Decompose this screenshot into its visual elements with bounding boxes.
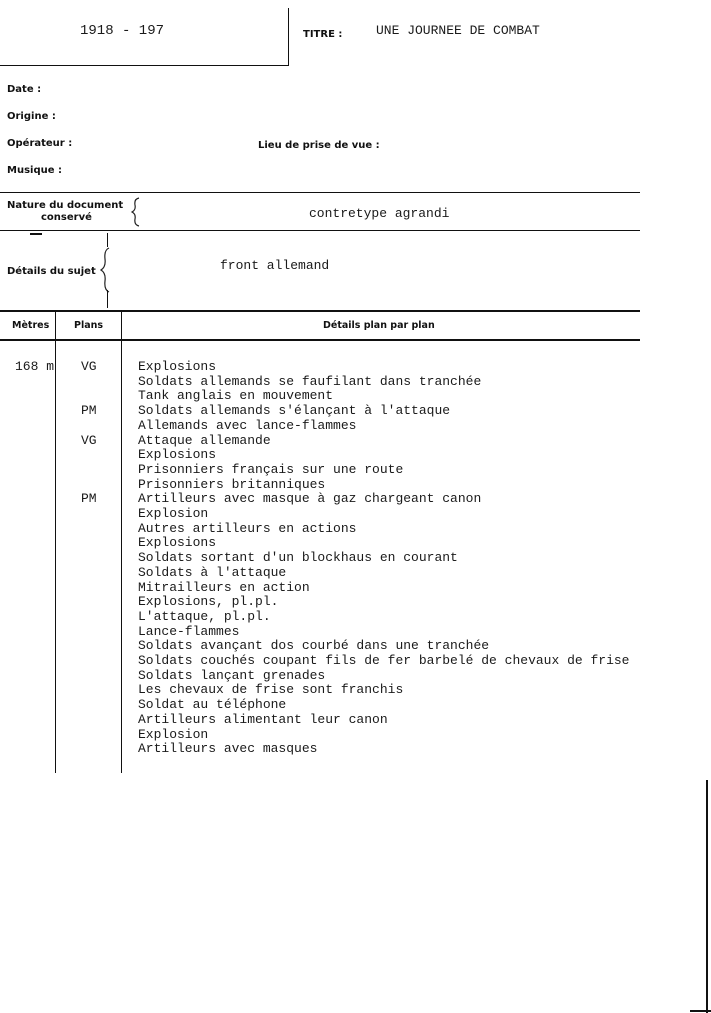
table-top-rule	[0, 310, 640, 312]
row-detail: Artilleurs alimentant leur canon	[138, 712, 388, 727]
column-header-details: Détails plan par plan	[323, 320, 435, 331]
row-detail: Lance-flammes	[138, 624, 240, 639]
row-detail: Explosions	[138, 536, 217, 551]
header-box-bottom-border	[0, 65, 289, 66]
column-divider-plans-details	[121, 311, 122, 773]
row-detail: Soldats avançant dos courbé dans une tranchée	[138, 639, 490, 654]
nature-value: contretype agrandi	[309, 206, 450, 221]
nature-top-rule	[0, 192, 640, 193]
row-detail: Explosions	[138, 448, 217, 463]
page-edge-right	[706, 780, 708, 1013]
table-header-rule	[0, 339, 640, 341]
row-detail: Soldats allemands s'élançant à l'attaque	[138, 404, 451, 419]
details-sujet-value: front allemand	[220, 258, 330, 273]
row-detail: Explosions	[138, 360, 217, 374]
metres-value: 168 m	[15, 359, 55, 374]
row-plan: PM	[81, 403, 97, 419]
operateur-label: Opérateur :	[7, 138, 73, 149]
details-sujet-mark-top	[107, 233, 108, 247]
row-detail: L'attaque, pl.pl.	[138, 609, 271, 624]
details-sujet-label: Détails du sujet	[7, 266, 96, 277]
row-detail: Prisonniers français sur une route	[138, 462, 404, 477]
date-label: Date :	[7, 84, 42, 95]
row-detail: Soldats allemands se faufilant dans tranchée	[138, 374, 482, 389]
row-detail: Soldat au téléphone	[138, 698, 287, 713]
row-detail: Explosion	[138, 727, 209, 742]
details-sujet-mark-bottom	[107, 290, 108, 308]
page-edge-bottom	[690, 1010, 711, 1012]
origine-label: Origine :	[7, 111, 56, 122]
nature-label-line2: conservé	[41, 212, 92, 223]
row-detail: Explosion	[138, 507, 209, 521]
row-plan: VG	[81, 432, 97, 448]
row-detail: Soldats lançant grenades	[138, 668, 326, 683]
titre-value: UNE JOURNEE DE COMBAT	[376, 23, 540, 38]
row-detail: Prisonniers britanniques	[138, 477, 326, 492]
row-detail: Les chevaux de frise sont franchis	[138, 683, 404, 698]
header-box-right-border	[288, 8, 289, 66]
row-detail: Allemands avec lance-flammes	[138, 418, 357, 433]
row-detail: Autres artilleurs en actions	[138, 521, 357, 536]
row-detail: Artilleurs avec masque à gaz chargeant canon	[138, 492, 482, 507]
row-detail: Artilleurs avec masques	[138, 742, 318, 757]
row-detail: Attaque allemande	[138, 433, 271, 448]
row-detail: Soldats couchés coupant fils de fer barbelé de chevaux de frise	[138, 654, 630, 668]
row-detail: Explosions, pl.pl.	[138, 595, 279, 610]
column-header-plans: Plans	[74, 320, 104, 331]
details-sujet-brace-icon	[100, 247, 112, 293]
row-detail: Soldats à l'attaque	[138, 565, 287, 580]
row-detail: Soldats sortant d'un blockhaus en courant	[138, 551, 458, 566]
nature-label-line1: Nature du document	[7, 200, 124, 211]
lieu-label: Lieu de prise de vue :	[258, 140, 380, 151]
row-detail: Mitrailleurs en action	[138, 580, 310, 595]
column-header-metres: Mètres	[12, 320, 50, 331]
row-plan: PM	[81, 491, 97, 507]
row-detail: Tank anglais en mouvement	[138, 389, 334, 404]
nature-bottom-rule	[0, 230, 640, 231]
titre-label: TITRE :	[303, 29, 343, 40]
nature-brace-icon	[131, 197, 143, 227]
reference-number: 1918 - 197	[80, 23, 165, 39]
column-divider-metres-plans	[55, 311, 56, 773]
musique-label: Musique :	[7, 165, 62, 176]
row-plan: VG	[81, 359, 97, 374]
nature-bottom-rule-tick	[30, 233, 42, 235]
